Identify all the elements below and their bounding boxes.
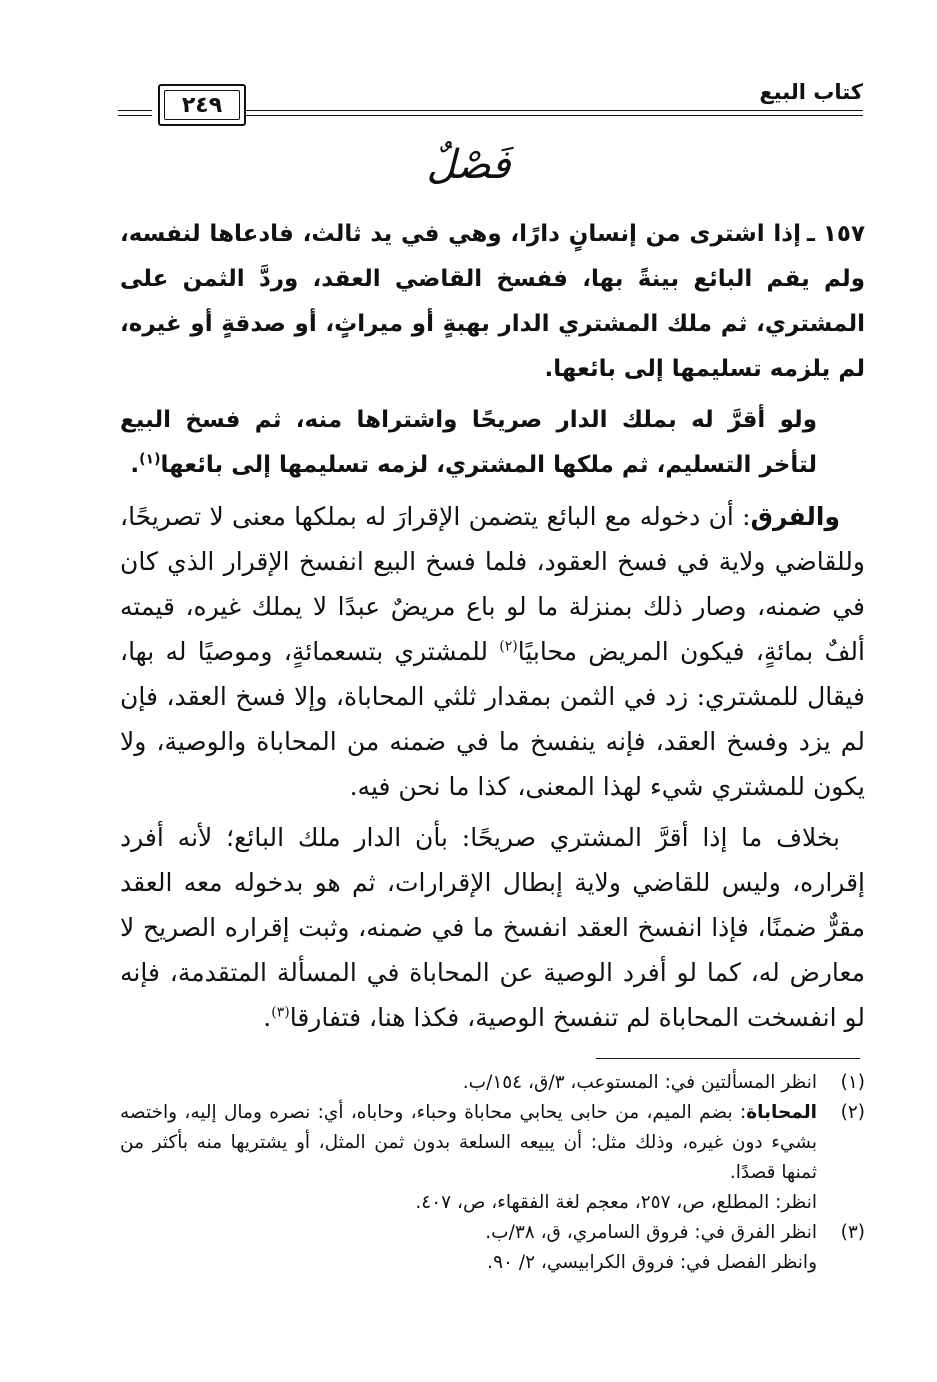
footnote-definition: : بضم الميم، من حابى يحابي محاباة وحباء، وحاباه، أي: نصره ومال إليه، واختصه بشيء دون غيره، وذلك مثل: أن يبيعه السلعة بدون ثمن المثل، أو يشتريها منه بأكثر من ثمنها قصدًا. xyxy=(120,1102,817,1183)
problem-statement-2: ولو أقرَّ له بملك الدار صريحًا واشتراها منه، ثم فسخ البيع لتأخر التسليم، ثم ملكها المشتري، لزمه تسليمها إلى بائعها xyxy=(120,407,817,478)
footnote-text: انظر الفرق في: فروق السامري، ق، ٣٨/ب. xyxy=(485,1222,817,1243)
book-title: كتاب البيع xyxy=(759,80,863,104)
difference-text-b: للمشتري بتسعمائةٍ، وموصيًا له بها، فيقال للمشتري: زد في الثمن بمقدار ثلثي المحاباة، وإلا فسخ العقد، فإن لم يزد وفسخ العقد، فإنه ينفسخ ما في ضمنه من المحاباة والوصية، ولا يكون للمشتري شيء لهذا المعنى، كذا ما نحن فيه. xyxy=(120,637,865,801)
footnote-separator xyxy=(596,1058,860,1059)
footnote-mark: (١) xyxy=(840,1072,865,1093)
header-rule-bottom xyxy=(246,115,863,116)
page-header xyxy=(118,70,863,124)
problem-statement: إذا اشترى من إنسانٍ دارًا، وهي في يد ثالث، فادعاها لنفسه، ولم يقم البائع بينةً بها، ففسخ القاضي العقد، وردَّ الثمن على المشتري، ثم ملك المشتري الدار بهبةٍ أو ميراثٍ، أو صدقةٍ أو غيره، لم يلزمه تسليمها إلى بائعها. xyxy=(120,221,865,382)
section-heading: فَصْلٌ xyxy=(426,142,511,188)
difference-lead: والفرق xyxy=(750,502,840,531)
problem-number: ١٥٧ ـ xyxy=(807,221,865,247)
footnote-1 xyxy=(120,1068,865,1098)
header-rule-top xyxy=(246,110,863,111)
footnote-ref-2: (٢) xyxy=(499,638,518,655)
footnote-mark: (٣) xyxy=(840,1222,865,1243)
problem-paragraph-1 xyxy=(120,212,865,392)
footnote-2-source: انظر: المطلع، ص، ٢٥٧، معجم لغة الفقهاء، ص، ٤٠٧. xyxy=(415,1192,817,1213)
difference-text-a: : أن دخوله مع البائع يتضمن الإقرارَ له بملكها معنى لا تصريحًا، وللقاضي ولاية في فسخ العقود، فلما فسخ البيع انفسخ الإقرار الذي كان في ضمنه، وصار ذلك بمنزلة ما لو باع مريضٌ عبدًا لا يملك غيره، قيمته ألفٌ بمائةٍ، فيكون المريض محابيًا xyxy=(120,502,865,666)
footnote-text: انظر المسألتين في: المستوعب، ٣/ق، ١٥٤/ب. xyxy=(462,1072,817,1093)
difference-paragraph xyxy=(120,494,865,809)
page-number-frame xyxy=(158,84,246,126)
footnote-term: المحاباة xyxy=(746,1102,817,1123)
main-text xyxy=(120,212,865,1040)
footnote-3-source: وانظر الفصل في: فروق الكرابيسي، ٢/ ٩٠. xyxy=(487,1252,817,1273)
problem-statement-2-end: . xyxy=(130,452,140,478)
header-rule-left-bottom xyxy=(118,115,152,116)
contrast-paragraph xyxy=(120,815,865,1040)
contrast-text: بخلاف ما إذا أقرَّ المشتري صريحًا: بأن الدار ملك البائع؛ لأنه أفرد إقراره، وليس للقاضي ولاية إبطال الإقرارات، ثم هو بدخوله معه العقد مقرٌّ ضمنًا، فإذا انفسخ العقد انفسخ ما في ضمنه، وثبت إقراره الصريح لا معارض له، كما لو أفرد الوصية عن المحاباة في المسألة المتقدمة، فإنه لو انفسخت المحاباة لم تنفسخ الوصية، فكذا هنا، فتفارقا xyxy=(120,823,865,1032)
footnote-3 xyxy=(120,1218,865,1248)
header-rule-left-top xyxy=(118,110,152,111)
footnote-ref-3: (٣) xyxy=(271,1004,290,1021)
footnote-mark: (٢) xyxy=(840,1102,865,1123)
problem-paragraph-2 xyxy=(120,398,865,488)
footnote-2 xyxy=(120,1098,865,1188)
contrast-end: . xyxy=(263,1003,272,1032)
footnote-text xyxy=(120,1098,817,1188)
footnote-ref-1: (١) xyxy=(139,451,161,468)
footnotes xyxy=(120,1068,865,1278)
page-number: ٢٤٩ xyxy=(181,92,223,118)
